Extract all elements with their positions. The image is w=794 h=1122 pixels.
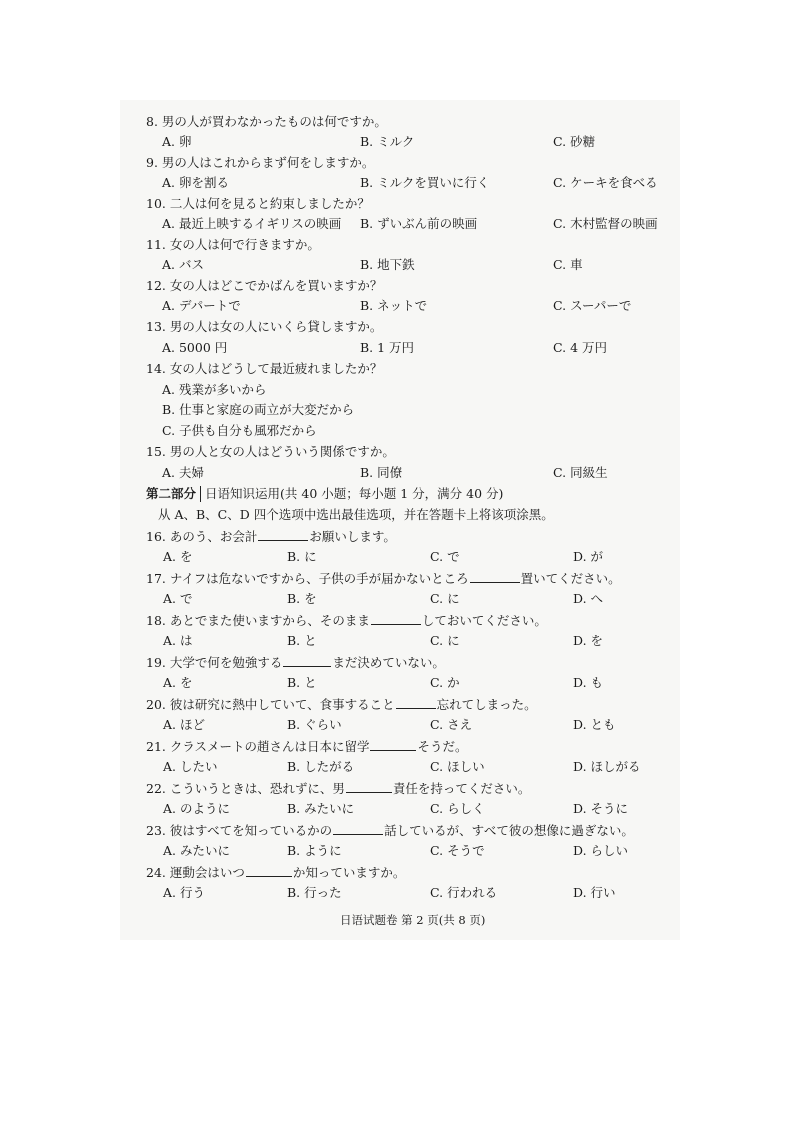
option-23b: B. ように (287, 843, 342, 858)
question-18-tail: しておいてください。 (421, 613, 547, 628)
option-20d: D. とも (573, 717, 616, 732)
option-10a: A. 最近上映するイギリスの映画 (162, 216, 342, 231)
question-21-text: 21. クラスメートの趙さんは日本に留学 (146, 739, 370, 754)
option-9a: A. 卵を割る (162, 175, 229, 190)
question-21-tail: そうだ。 (417, 739, 468, 754)
question-12: 12. 女の人はどこでかばんを買いますか？ (146, 278, 383, 293)
option-23d: D. らしい (573, 843, 629, 858)
option-23a: A. みたいに (163, 843, 230, 858)
question-8: 8. 男の人が買わなかったものは何ですか。 (146, 114, 387, 129)
question-14: 14. 女の人はどうして最近疲れましたか？ (146, 361, 383, 376)
section-2-part: 第二部分 (146, 486, 197, 501)
option-22c: C. らしく (430, 801, 485, 816)
option-11c: C. 車 (553, 257, 583, 272)
option-13a: A. 5000 円 (162, 340, 228, 355)
option-20c: C. さえ (430, 717, 473, 732)
question-23 (146, 822, 634, 839)
section-2-title: 日语知识运用(共 40 小题；每小题 1 分，满分 40 分) (200, 486, 503, 502)
option-17c: C. に (430, 591, 460, 606)
question-18 (146, 612, 547, 629)
answer-blank (258, 528, 308, 541)
option-21d: D. ほしがる (573, 759, 641, 774)
question-24-text: 24. 運動会はいつ (146, 865, 245, 880)
question-23-text: 23. 彼はすべてを知っているかの (146, 823, 333, 838)
page-footer: 日语试题卷 第 2 页(共 8 页) (340, 913, 486, 927)
option-16a: A. を (163, 549, 193, 564)
question-19-tail: まだ決めていない。 (332, 655, 445, 670)
question-17-tail: 置いてください。 (520, 571, 621, 586)
option-14b: B. 仕事と家庭の両立が大変だから (162, 402, 355, 417)
option-22b: B. みたいに (287, 801, 355, 816)
option-12b: B. ネットで (360, 298, 428, 313)
question-13: 13. 男の人は女の人にいくら貸しますか。 (146, 319, 383, 334)
option-21a: A. したい (163, 759, 218, 774)
option-13b: B. 1 万円 (360, 340, 415, 355)
question-24-tail: か知っていますか。 (292, 865, 406, 880)
option-19a: A. を (163, 675, 193, 690)
question-16-text: 16. あのう、お会計 (146, 529, 258, 544)
question-11: 11. 女の人は何で行きますか。 (146, 237, 320, 252)
option-20b: B. ぐらい (287, 717, 342, 732)
option-19b: B. と (287, 675, 317, 690)
option-11b: B. 地下鉄 (360, 257, 415, 272)
option-17d: D. へ (573, 591, 604, 606)
option-24a: A. 行う (163, 885, 205, 900)
question-22-text: 22. こういうときは、恐れずに、男 (146, 781, 345, 796)
answer-blank (283, 654, 331, 667)
question-16-tail: お願いします。 (309, 529, 396, 544)
answer-blank (333, 822, 383, 835)
option-24c: C. 行われる (430, 885, 498, 900)
question-20-text: 20. 彼は研究に熱中していて、食事すること (146, 697, 395, 712)
section-2-instruction: 从 A、B、C、D 四个选项中选出最佳选项，并在答题卡上将该项涂黑。 (158, 507, 554, 522)
answer-blank (246, 864, 292, 877)
option-22d: D. そうに (573, 801, 629, 816)
question-22 (146, 780, 530, 797)
option-12c: C. スーパーで (553, 298, 632, 313)
question-15: 15. 男の人と女の人はどういう関係ですか。 (146, 444, 395, 459)
answer-blank (396, 696, 436, 709)
option-18b: B. と (287, 633, 317, 648)
option-8a: A. 卵 (162, 134, 192, 149)
option-10b: B. ずいぶん前の映画 (360, 216, 478, 231)
question-22-tail: 責任を持ってください。 (392, 781, 531, 796)
option-21c: C. ほしい (430, 759, 485, 774)
option-13c: C. 4 万円 (553, 340, 607, 355)
option-21b: B. したがる (287, 759, 355, 774)
option-18c: C. に (430, 633, 460, 648)
option-23c: C. そうで (430, 843, 485, 858)
option-8b: B. ミルク (360, 134, 415, 149)
question-17 (146, 570, 621, 587)
option-12a: A. デパートで (162, 298, 241, 313)
question-24 (146, 864, 405, 881)
question-10: 10. 二人は何を見ると約束しましたか？ (146, 196, 370, 211)
option-22a: A. のように (163, 801, 230, 816)
question-20 (146, 696, 537, 713)
option-16b: B. に (287, 549, 317, 564)
option-14a: A. 残業が多いから (162, 382, 267, 397)
option-16c: C. で (430, 549, 460, 564)
option-18a: A. は (163, 633, 193, 648)
answer-blank (470, 570, 520, 583)
option-15c: C. 同級生 (553, 465, 608, 480)
option-19c: C. か (430, 675, 460, 690)
option-19d: D. も (573, 675, 604, 690)
answer-blank (371, 612, 421, 625)
option-9c: C. ケーキを食べる (553, 175, 658, 190)
option-20a: A. ほど (163, 717, 205, 732)
question-20-tail: 忘れてしまった。 (436, 697, 537, 712)
section-2-header (146, 486, 503, 502)
option-10c: C. 木村監督の映画 (553, 216, 658, 231)
option-24d: D. 行い (573, 885, 616, 900)
option-8c: C. 砂糖 (553, 134, 596, 149)
question-9: 9. 男の人はこれからまず何をしますか。 (146, 155, 375, 170)
option-18d: D. を (573, 633, 604, 648)
option-9b: B. ミルクを買いに行く (360, 175, 490, 190)
question-16 (146, 528, 396, 545)
question-23-tail: 話しているが、すべて彼の想像に過ぎない。 (384, 823, 634, 838)
option-11a: A. バス (162, 257, 204, 272)
question-18-text: 18. あとでまた使いますから、そのまま (146, 613, 370, 628)
question-19-text: 19. 大学で何を勉強する (146, 655, 283, 670)
option-15a: A. 夫婦 (162, 465, 204, 480)
option-16d: D. が (573, 549, 604, 564)
answer-blank (370, 738, 416, 751)
option-17a: A. で (163, 591, 193, 606)
answer-blank (346, 780, 392, 793)
option-17b: B. を (287, 591, 317, 606)
question-21 (146, 738, 468, 755)
question-19 (146, 654, 445, 671)
option-15b: B. 同僚 (360, 465, 403, 480)
question-17-text: 17. ナイフは危ないですから、子供の手が届かないところ (146, 571, 469, 586)
option-14c: C. 子供も自分も風邪だから (162, 423, 317, 438)
option-24b: B. 行った (287, 885, 342, 900)
